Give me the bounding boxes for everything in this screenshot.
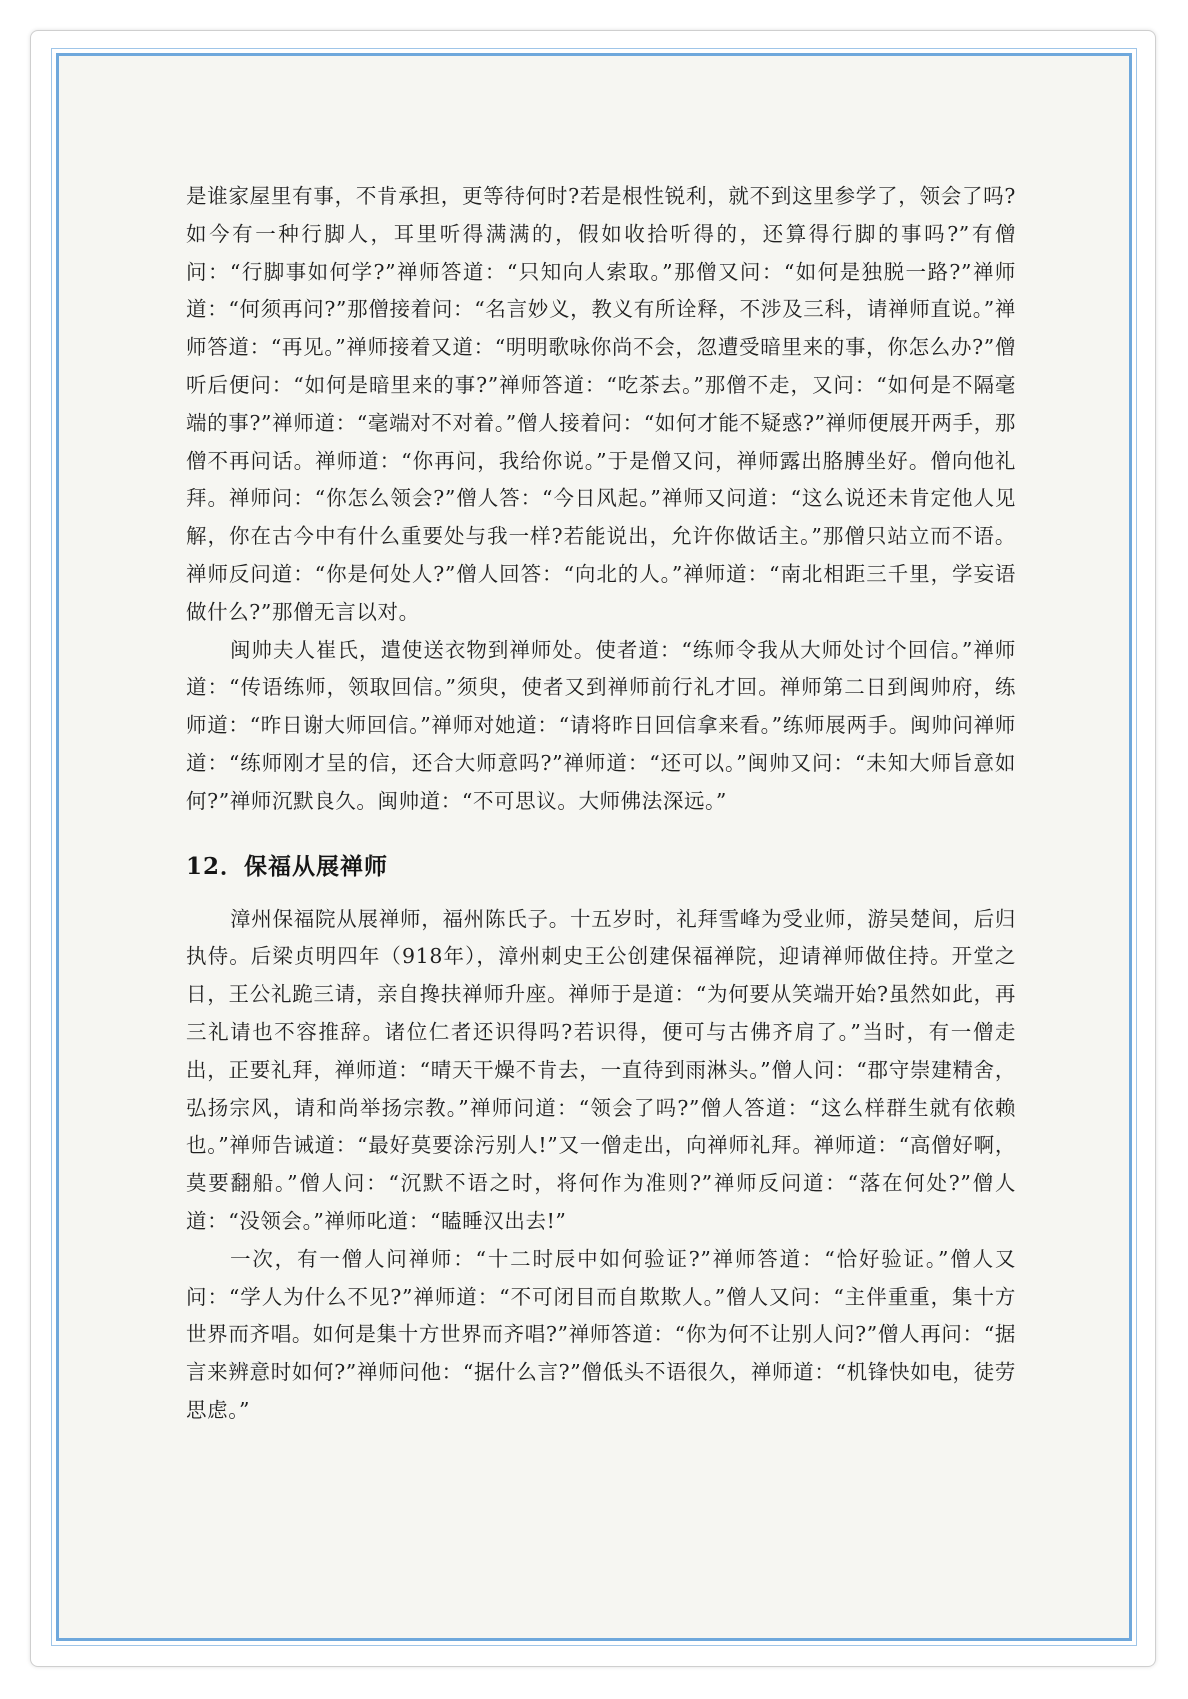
document-body: [186, 178, 1016, 1430]
paragraph-continued: 是谁家屋里有事，不肯承担，更等待何时?若是根性锐利，就不到这里参学了，领会了吗?如今有一种行脚人，耳里听得满满的，假如收拾听得的，还算得行脚的事吗?”有僧问：“行脚事如何学?”禅师答道：“只知向人索取。”那僧又问：“如何是独脱一路?”禅师道：“何须再问?”那僧接着问：“名言妙义，教义有所诠释，不涉及三科，请禅师直说。”禅师答道：“再见。”禅师接着又道：“明明歌咏你尚不会，忽遭受暗里来的事，你怎么办?”僧听后便问：“如何是暗里来的事?”禅师答道：“吃茶去。”那僧不走，又问：“如何是不隔毫端的事?”禅师道：“毫端对不对着。”僧人接着问：“如何才能不疑惑?”禅师便展开两手，那僧不再问话。禅师道：“你再问，我给你说。”于是僧又问，禅师露出胳膊坐好。僧向他礼拜。禅师问：“你怎么领会?”僧人答：“今日风起。”禅师又问道：“这么说还未肯定他人见解，你在古今中有什么重要处与我一样?若能说出，允许你做话主。”那僧只站立而不语。禅师反问道：“你是何处人?”僧人回答：“向北的人。”禅师道：“南北相距三千里，学妄语做什么?”那僧无言以对。: [186, 184, 1016, 624]
paragraph-baofu-intro: 漳州保福院从展禅师，福州陈氏子。十五岁时，礼拜雪峰为受业师，游吴楚间，后归执侍。后梁贞明四年（918年），漳州刺史王公创建保福禅院，迎请禅师做住持。开堂之日，王公礼跪三请，亲自搀扶禅师升座。禅师于是道：“为何要从笑端开始?虽然如此，再三礼请也不容推辞。诸位仁者还识得吗?若识得，便可与古佛齐肩了。”当时，有一僧走出，正要礼拜，禅师道：“晴天干燥不肯去，一直待到雨淋头。”僧人问：“郡守崇建精舍，弘扬宗风，请和尚举扬宗教。”禅师问道：“领会了吗?”僧人答道：“这么样群生就有依赖也。”禅师告诫道：“最好莫要涂污别人!”又一僧走出，向禅师礼拜。禅师道：“高僧好啊，莫要翻船。”僧人问：“沉默不语之时，将何作为准则?”禅师反问道：“落在何处?”僧人道：“没领会。”禅师叱道：“瞌睡汉出去!”: [186, 906, 1016, 1233]
paragraph-twelve-hours: 一次，有一僧人问禅师：“十二时辰中如何验证?”禅师答道：“恰好验证。”僧人又问：“学人为什么不见?”禅师道：“不可闭目而自欺欺人。”僧人又问：“主伴重重，集十方世界而齐唱。如何是集十方世界而齐唱?”禅师答道：“你为何不让别人问?”僧人再问：“据言来辨意时如何?”禅师问他：“据什么言?”僧低头不语很久，禅师道：“机锋快如电，徒劳思虑。”: [186, 1246, 1016, 1422]
section-heading: 12．保福从展禅师: [186, 852, 389, 880]
paragraph-min-shuai: 闽帅夫人崔氏，遣使送衣物到禅师处。使者道：“练师令我从大师处讨个回信。”禅师道：“传语练师，领取回信。”须臾，使者又到禅师前行礼才回。禅师第二日到闽帅府，练师道：“昨日谢大师回信。”禅师对她道：“请将昨日回信拿来看。”练师展两手。闽帅问禅师道：“练师刚才呈的信，还合大师意吗?”禅师道：“还可以。”闽帅又问：“未知大师旨意如何?”禅师沉默良久。闽帅道：“不可思议。大师佛法深远。”: [186, 637, 1016, 813]
